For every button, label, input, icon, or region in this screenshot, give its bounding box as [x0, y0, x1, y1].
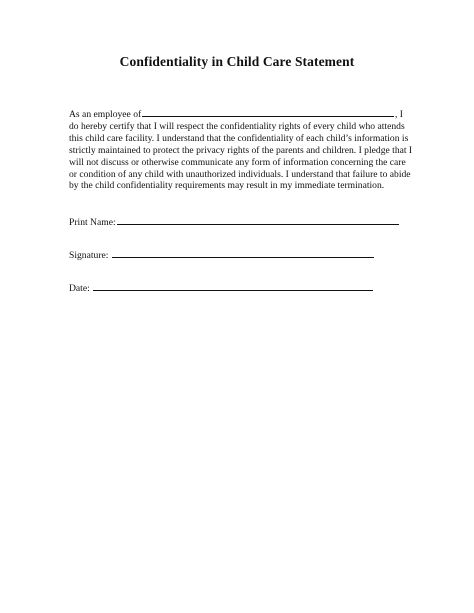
print-name-field[interactable]: [117, 216, 399, 225]
signature-row: [69, 249, 374, 261]
print-name-row: [69, 216, 399, 228]
employee-of-prefix: As an employee of: [69, 109, 142, 120]
date-label: Date:: [69, 283, 90, 294]
employer-line: [69, 108, 403, 121]
print-name-label: Print Name:: [69, 217, 116, 228]
statement-line: or condition of any child with unauthorized individuals. I understand that failure to abide: [69, 168, 411, 180]
date-field[interactable]: [93, 282, 373, 291]
document-title: Confidentiality in Child Care Statement: [119, 54, 355, 69]
date-row: [69, 282, 373, 294]
statement-line: this child care facility. I understand that the confidentiality of each child’s information is: [69, 132, 409, 144]
signature-field[interactable]: [112, 249, 374, 258]
employee-of-suffix: , I: [395, 109, 403, 120]
statement-line: will not discuss or otherwise communicate any form of information concerning the care: [69, 156, 406, 168]
employer-name-field[interactable]: [142, 108, 394, 117]
statement-paragraph: [69, 108, 413, 192]
statement-line: do hereby certify that I will respect the confidentiality rights of every child who attends: [69, 120, 405, 132]
signature-label: Signature:: [69, 250, 109, 261]
statement-line: by the child confidentiality requirements may result in my immediate termination.: [69, 180, 385, 192]
statement-line: strictly maintained to protect the privacy rights of the parents and children. I pledge that I: [69, 144, 413, 156]
